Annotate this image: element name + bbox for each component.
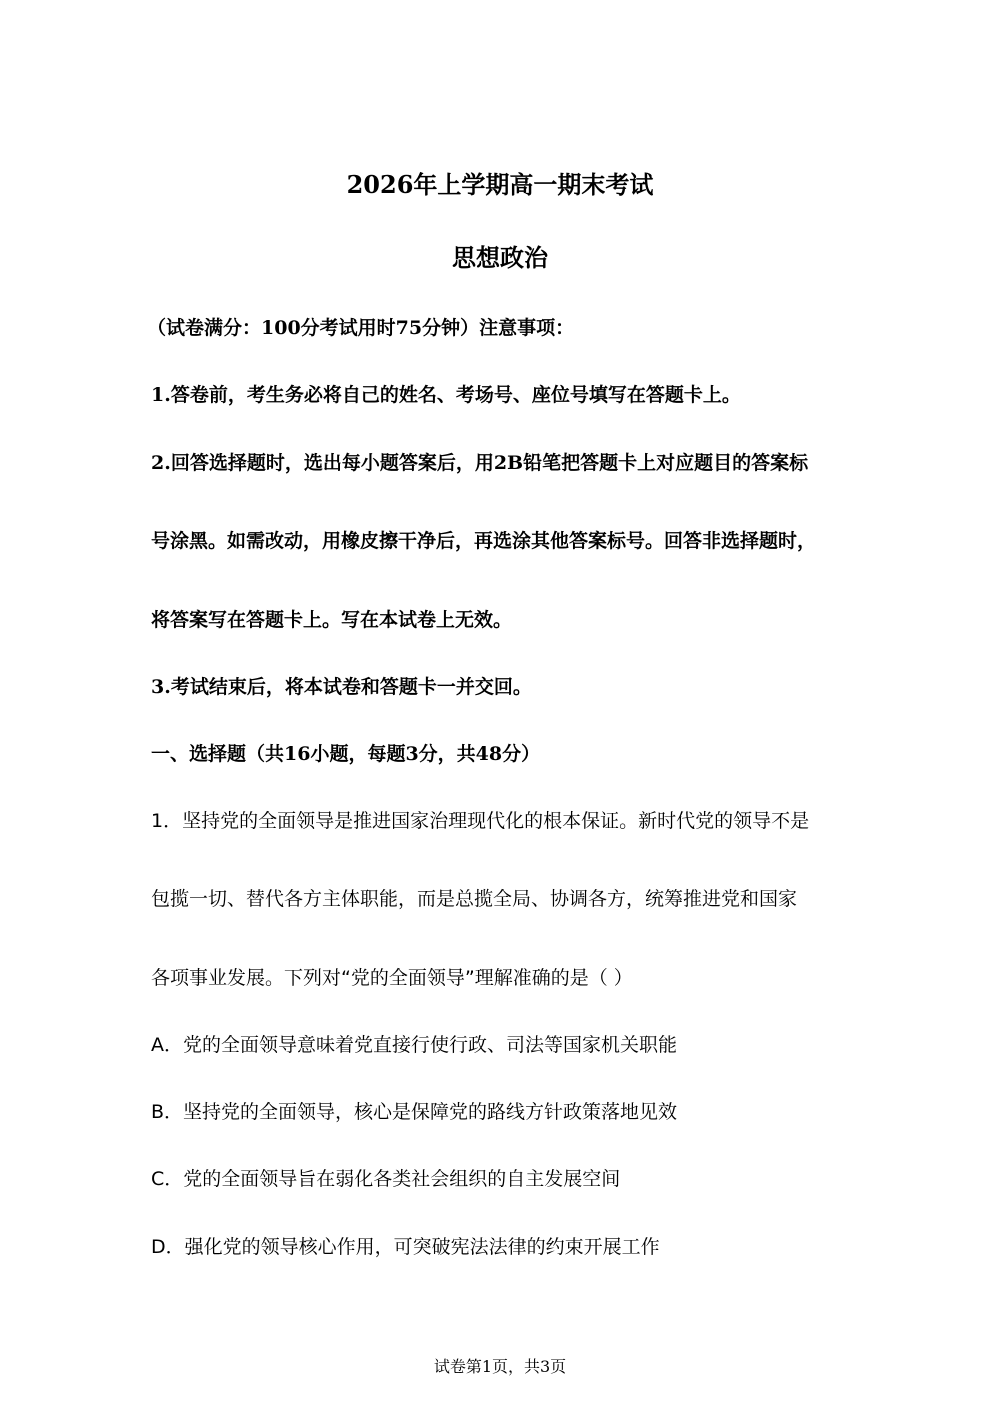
- notice-item: 号涂黑。如需改动，用橡皮擦干净后，再选涂其他答案标号。回答非选择题时，: [151, 530, 817, 552]
- question-stem-line: 1．坚持党的全面领导是推进国家治理现代化的根本保证。新时代党的领导不是: [151, 810, 810, 832]
- notice-intro: （试卷满分：100分考试用时75分钟）注意事项：: [147, 317, 575, 339]
- section-heading: 一、选择题（共16小题，每题3分，共48分）: [151, 743, 541, 765]
- question-stem-line: 包揽一切、替代各方主体职能，而是总揽全局、协调各方，统筹推进党和国家: [151, 888, 798, 910]
- question-stem-line: 各项事业发展。下列对“党的全面领导”理解准确的是（ ）: [151, 967, 633, 989]
- subject-title: 思想政治: [452, 243, 548, 272]
- exam-title: 2026年上学期高一期末考试: [346, 170, 654, 199]
- notice-item: 1.答卷前，考生务必将自己的姓名、考场号、座位号填写在答题卡上。: [151, 384, 741, 406]
- notice-item: 将答案写在答题卡上。写在本试卷上无效。: [151, 609, 513, 631]
- option-a: A．党的全面领导意味着党直接行使行政、司法等国家机关职能: [151, 1034, 677, 1056]
- option-c: C．党的全面领导旨在弱化各类社会组织的自主发展空间: [151, 1168, 621, 1190]
- option-b: B．坚持党的全面领导，核心是保障党的路线方针政策落地见效: [151, 1101, 678, 1123]
- option-d: D．强化党的领导核心作用，可突破宪法法律的约束开展工作: [151, 1236, 660, 1258]
- notice-item: 2.回答选择题时，选出每小题答案后，用2B铅笔把答题卡上对应题目的答案标: [151, 452, 809, 474]
- page-footer: 试卷第1页，共3页: [433, 1357, 567, 1376]
- notice-item: 3.考试结束后，将本试卷和答题卡一并交回。: [151, 676, 532, 698]
